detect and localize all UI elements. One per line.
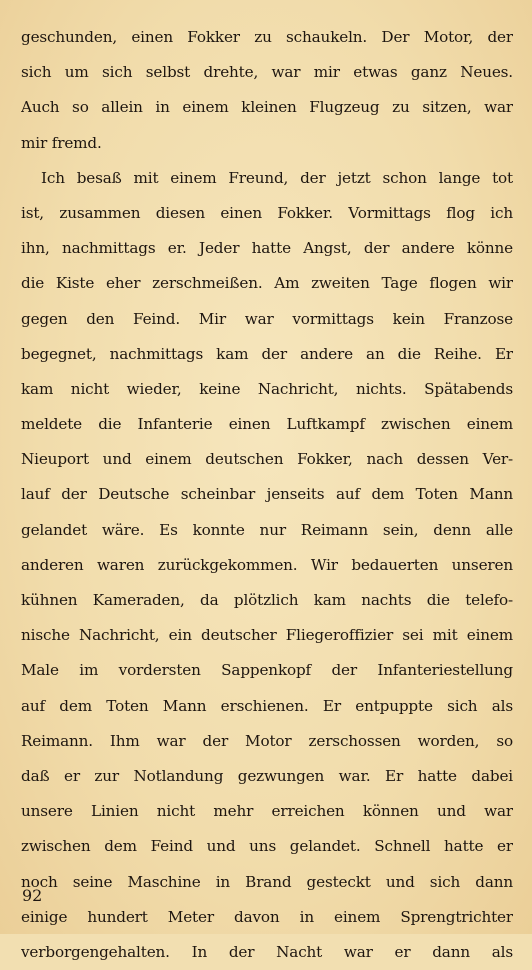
text-line: auf dem Toten Mann erschienen. Er entpuppte sich als <box>21 696 513 715</box>
text-line: einige hundert Meter davon in einem Sprengtrichter <box>21 907 513 926</box>
paragraph <box>21 161 513 970</box>
text-line: Ich besaß mit einem Freund, der jetzt schon lange tot <box>41 168 513 187</box>
text-line: Auch so allein in einem kleinen Flugzeug zu sitzen, war <box>21 98 513 117</box>
text-line: daß er zur Notlandung gezwungen war. Er hatte dabei <box>21 766 513 785</box>
text-line: gelandet wäre. Es konnte nur Reimann sein, denn alle <box>21 520 513 539</box>
paragraph <box>21 20 513 161</box>
text-line: sich um sich selbst drehte, war mir etwas ganz Neues. <box>21 63 513 82</box>
text-line: noch seine Maschine in Brand gesteckt und sich dann <box>21 872 513 891</box>
text-line: ihn, nachmittags er. Jeder hatte Angst, der andere könne <box>21 239 513 258</box>
text-line: geschunden, einen Fokker zu schaukeln. Der Motor, der <box>21 28 513 46</box>
text-line: Reimann. Ihm war der Motor zerschossen worden, so <box>21 731 513 750</box>
text-line: begegnet, nachmittags kam der andere an die Reihe. Er <box>21 344 513 363</box>
text-line: meldete die Infanterie einen Luftkampf zwischen einem <box>21 415 513 434</box>
text-line: Male im vordersten Sappenkopf der Infanteriestellung <box>21 661 513 680</box>
text-line: ist, zusammen diesen einen Fokker. Vormittags flog ich <box>21 203 513 222</box>
text-line: mir fremd. <box>21 133 102 152</box>
text-line: anderen waren zurückgekommen. Wir bedauerten unseren <box>21 555 513 574</box>
text-line: zwischen dem Feind und uns gelandet. Schnell hatte er <box>21 837 513 856</box>
text-line: kam nicht wieder, keine Nachricht, nichts. Spätabends <box>21 379 513 398</box>
text-line: Nieuport und einem deutschen Fokker, nach dessen Ver- <box>21 450 513 469</box>
text-line: nische Nachricht, ein deutscher Fliegeroffizier sei mit einem <box>21 626 513 645</box>
text-line: die Kiste eher zerschmeißen. Am zweiten Tage flogen wir <box>21 274 513 293</box>
page-number: 92 <box>22 886 43 905</box>
text-line: lauf der Deutsche scheinbar jenseits auf dem Toten Mann <box>21 485 513 504</box>
text-line: unsere Linien nicht mehr erreichen können und war <box>21 802 513 821</box>
text-line: gegen den Feind. Mir war vormittags kein Franzose <box>21 309 513 328</box>
text-line: verborgengehalten. In der Nacht war er dann als <box>21 942 513 961</box>
text-line: kühnen Kameraden, da plötzlich kam nachts die telefo- <box>21 591 513 609</box>
body-text <box>21 20 513 970</box>
